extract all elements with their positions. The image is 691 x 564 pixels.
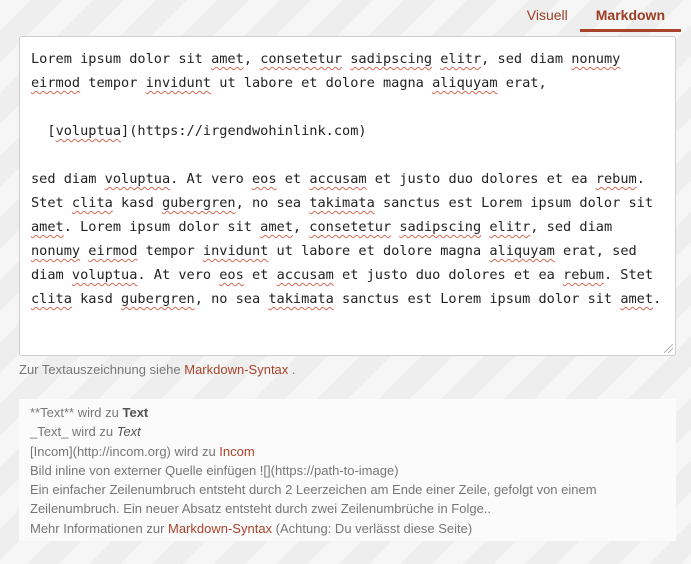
spellcheck-flagged-word: clita (71, 195, 113, 211)
markdown-hint (19, 362, 296, 377)
spellcheck-flagged-word: voluptua (104, 171, 171, 187)
spellcheck-flagged-word: takimata (309, 195, 375, 211)
spellcheck-flagged-word: nonumy (31, 243, 81, 259)
editor-content[interactable] (31, 47, 667, 311)
help-image-line: Bild inline von externer Quelle einfügen ![](https://path-to-image) (30, 462, 399, 478)
markdown-syntax-info-link[interactable]: Markdown-Syntax (168, 520, 273, 536)
resize-handle-icon[interactable] (664, 344, 673, 353)
spellcheck-flagged-word: elitr (489, 219, 531, 235)
hint-prefix: Zur Textauszeichnung siehe (19, 362, 185, 377)
spellcheck-flagged-word: eirmod (31, 75, 81, 91)
incom-example-link[interactable]: Incom (219, 443, 255, 459)
spellcheck-flagged-word: voluptua (55, 123, 122, 139)
spellcheck-flagged-word: amet (620, 291, 654, 307)
tab-visual[interactable]: Visuell (526, 7, 568, 23)
spellcheck-flagged-word: accusam (309, 171, 367, 187)
help-italic-line (30, 422, 665, 441)
spellcheck-flagged-word: nonumy (571, 51, 621, 67)
more-prefix: Mehr Informationen zur (30, 520, 169, 536)
spellcheck-flagged-word: rebum (595, 171, 637, 187)
spellcheck-flagged-word: aliquyam (432, 75, 498, 91)
markdown-syntax-link[interactable]: Markdown-Syntax (184, 362, 289, 377)
spellcheck-flagged-word: amet (31, 219, 64, 235)
bold-syntax: **Text** wird zu (30, 405, 123, 420)
spellcheck-flagged-word: clita (31, 291, 72, 307)
spellcheck-flagged-word: amet (211, 51, 244, 67)
more-suffix: (Achtung: Du verlässt diese Seite) (272, 520, 473, 536)
spellcheck-flagged-word: amet (260, 219, 293, 235)
spellcheck-flagged-word: gubergren (161, 195, 236, 211)
paragraph-2: [voluptua](https://irgendwohinlink.com) (31, 123, 367, 139)
markdown-textarea[interactable] (19, 36, 676, 356)
spellcheck-flagged-word: sadipscing (350, 51, 433, 67)
spellcheck-flagged-word: consetetur (260, 51, 343, 67)
spellcheck-flagged-word: elitr (440, 51, 482, 67)
spellcheck-flagged-word: invidunt (202, 243, 269, 259)
spellcheck-flagged-word: consetetur (309, 219, 392, 235)
spellcheck-flagged-word: rebum (563, 267, 604, 283)
italic-example: Text (116, 424, 141, 440)
help-bold-line (30, 403, 665, 422)
help-more-line (30, 519, 665, 538)
bold-example: Text (122, 405, 149, 420)
spellcheck-flagged-word: eos (252, 171, 277, 187)
spellcheck-flagged-word: eos (219, 267, 244, 283)
editor-mode-tabs (515, 0, 681, 34)
italic-syntax: _Text_ wird zu (30, 424, 117, 440)
link-syntax: [Incom](http://incom.org) wird zu (30, 443, 220, 459)
spellcheck-flagged-word: aliquyam (489, 243, 555, 259)
markdown-help-box (19, 399, 676, 541)
spellcheck-flagged-word: eirmod (88, 243, 138, 259)
spellcheck-flagged-word: gubergren (121, 291, 195, 307)
hint-suffix: . (288, 362, 296, 377)
paragraph-1: Lorem ipsum dolor sit amet, consetetur sadipscing elitr, sed diam nonumy eirmod tempor invidunt ut labore et dolore magna aliquyam erat, (31, 51, 621, 91)
spellcheck-flagged-word: accusam (276, 267, 334, 283)
help-linebreak-line: Ein einfacher Zeilenumbruch entsteht durch 2 Leerzeichen am Ende einer Zeile, gefolgt von einem Zeilenumbruch. Ein neuer Absatz entsteht durch zwei Zeilenumbrüche in Folge.. (30, 482, 597, 517)
paragraph-3: sed diam voluptua. At vero eos et accusam et justo duo dolores et ea rebum. Stet clita kasd gubergren, no sea takimata sanctus est Lorem ipsum dolor sit amet. Lorem ipsum dolor sit amet, consetetur sadipscing elitr, sed diam nonumy eirmod tempor invidunt ut labore et dolore magna aliquyam erat, sed diam voluptua. At vero eos et accusam et justo duo dolores et ea rebum. Stet clita kasd gubergren, no sea takimata sanctus est Lorem ipsum dolor sit amet. (31, 171, 662, 307)
tab-markdown[interactable]: Markdown (580, 0, 681, 32)
spellcheck-flagged-word: invidunt (145, 75, 212, 91)
spellcheck-flagged-word: sadipscing (399, 219, 482, 235)
help-link-line (30, 442, 665, 461)
spellcheck-flagged-word: voluptua (71, 267, 138, 283)
spellcheck-flagged-word: takimata (268, 291, 334, 307)
